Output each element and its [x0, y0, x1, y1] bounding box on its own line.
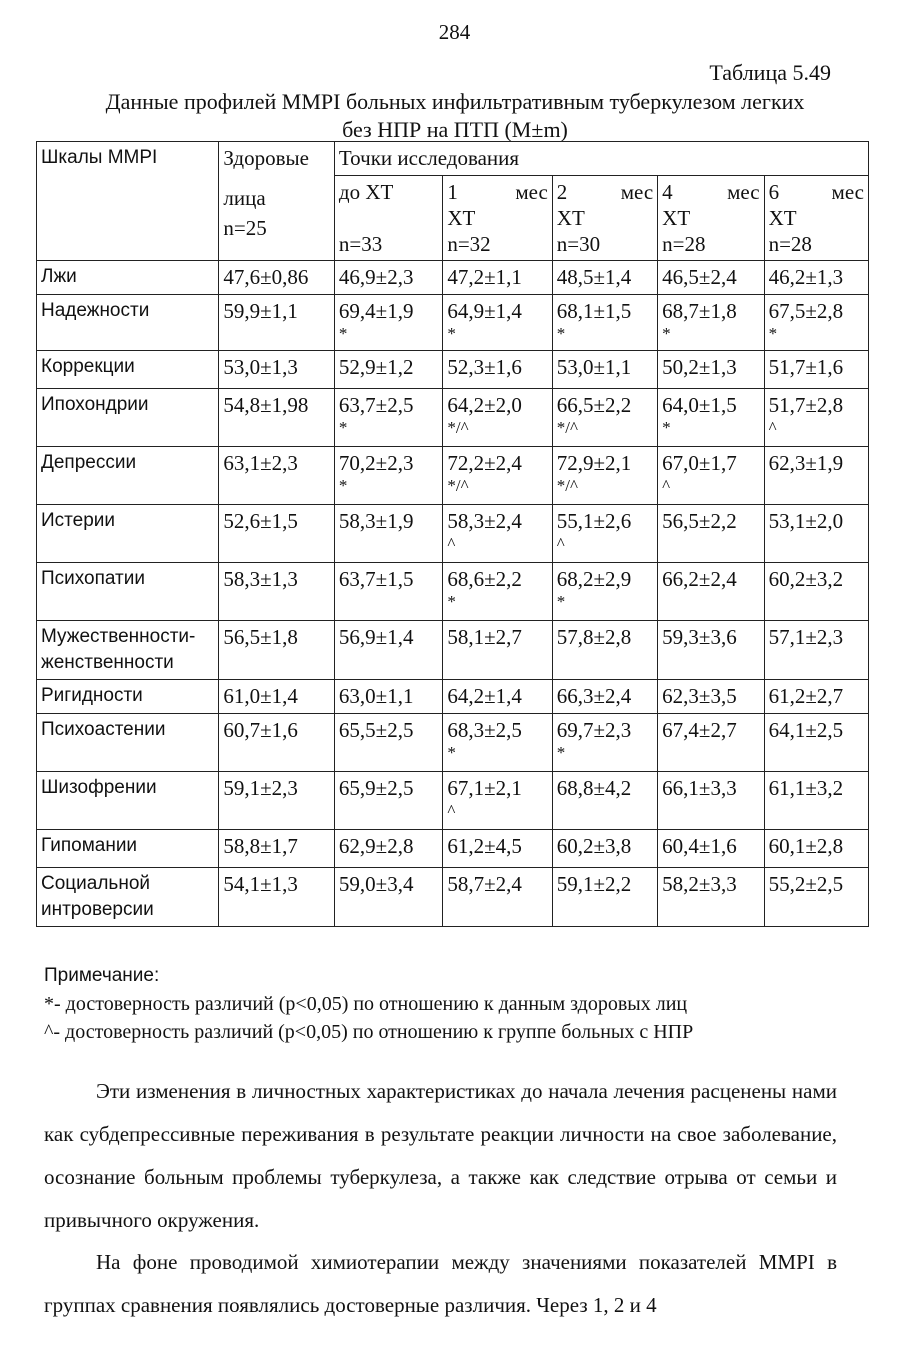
header-point-4	[764, 176, 868, 261]
value-cell	[552, 772, 657, 830]
header-point-therapy: ХТ	[556, 206, 585, 230]
value-cell	[764, 868, 868, 927]
value: 59,3±3,6	[662, 625, 737, 649]
header-point-label: 1	[447, 180, 458, 204]
healthy-value: 58,3±1,3	[223, 567, 298, 591]
scale-name-cell	[37, 680, 219, 714]
value: 56,9±1,4	[338, 625, 414, 649]
value-cell	[658, 389, 764, 447]
healthy-value-cell	[219, 563, 335, 621]
value: 51,7±1,6	[768, 355, 844, 379]
value-cell	[334, 868, 442, 927]
value: 58,3±2,4	[447, 509, 522, 533]
healthy-value: 54,8±1,98	[223, 393, 309, 417]
value: 67,5±2,8	[768, 299, 844, 323]
scale-name-cell	[37, 714, 219, 772]
value: 69,7±2,3	[556, 718, 632, 742]
value-cell	[658, 680, 764, 714]
value: 62,9±2,8	[338, 834, 414, 858]
value-cell	[334, 505, 442, 563]
value-cell	[764, 295, 868, 351]
header-point-2	[552, 176, 657, 261]
scale-name: Истерии	[41, 510, 116, 531]
significance-mark: *	[768, 324, 778, 343]
value-cell	[443, 295, 552, 351]
value: 58,3±1,9	[338, 509, 414, 533]
value: 58,1±2,7	[447, 625, 522, 649]
value: 68,2±2,9	[556, 567, 632, 591]
value-cell	[334, 830, 442, 868]
value-cell	[552, 447, 657, 505]
table-row	[37, 868, 869, 927]
header-point-label: 2	[556, 180, 568, 204]
value-cell	[334, 447, 442, 505]
note-caret: ^- достоверность различий (p<0,05) по отношению к группе больных с НПР	[44, 1021, 694, 1043]
scale-name: Гипомании	[41, 835, 138, 856]
scale-name-cell	[37, 830, 219, 868]
value: 63,0±1,1	[338, 684, 414, 708]
header-point-therapy: ХТ	[768, 206, 797, 230]
header-point-1	[443, 176, 552, 261]
value: 52,3±1,6	[447, 355, 522, 379]
value: 61,1±3,2	[768, 776, 844, 800]
significance-mark: */^	[447, 476, 469, 495]
value: 64,2±1,4	[447, 684, 522, 708]
table-row	[37, 295, 869, 351]
value-cell	[552, 830, 657, 868]
scale-name-cell	[37, 261, 219, 295]
value-cell	[552, 868, 657, 927]
significance-mark: *	[556, 592, 566, 611]
value: 62,3±3,5	[662, 684, 737, 708]
table-body	[37, 261, 869, 927]
header-point-top	[557, 179, 653, 205]
table-row	[37, 505, 869, 563]
value-cell	[334, 351, 442, 389]
value-cell	[334, 261, 442, 295]
value: 66,2±2,4	[662, 567, 737, 591]
significance-mark: */^	[447, 418, 469, 437]
header-point-therapy: ХТ	[662, 206, 691, 230]
value-cell	[764, 563, 868, 621]
value: 56,5±2,2	[662, 509, 737, 533]
value: 62,3±1,9	[768, 451, 844, 475]
value: 61,2±4,5	[447, 834, 522, 858]
scale-name: Ригидности	[41, 685, 143, 706]
header-point-label: 4	[662, 180, 673, 204]
value: 59,0±3,4	[338, 872, 414, 896]
value-cell	[443, 447, 552, 505]
value-cell	[443, 389, 552, 447]
scale-name-cell	[37, 351, 219, 389]
value-cell	[552, 295, 657, 351]
table-notes	[44, 962, 874, 1046]
value-cell	[658, 563, 764, 621]
header-point-therapy	[339, 205, 438, 231]
header-healthy-line2: лица	[223, 186, 266, 210]
scale-name: Психопатии	[41, 568, 145, 589]
value-cell	[443, 261, 552, 295]
value: 60,1±2,8	[768, 834, 844, 858]
header-points	[334, 142, 868, 176]
value: 69,4±1,9	[338, 299, 414, 323]
healthy-value: 60,7±1,6	[223, 718, 298, 742]
header-point-top	[662, 179, 759, 205]
value-cell	[764, 621, 868, 680]
scale-name: Мужественности-женственности	[41, 626, 196, 673]
header-point-unit: мес	[727, 180, 760, 204]
value: 51,7±2,8	[768, 393, 844, 417]
value: 68,8±4,2	[556, 776, 632, 800]
value-cell	[552, 261, 657, 295]
table-caption	[40, 88, 870, 144]
scale-name-cell	[37, 563, 219, 621]
scale-name-cell	[37, 505, 219, 563]
healthy-value-cell	[219, 505, 335, 563]
value: 60,2±3,8	[556, 834, 632, 858]
value: 63,7±1,5	[338, 567, 414, 591]
header-point-label: до ХТ	[338, 180, 394, 204]
value-cell	[764, 830, 868, 868]
value-cell	[443, 868, 552, 927]
value-cell	[334, 714, 442, 772]
value: 65,9±2,5	[338, 776, 414, 800]
value: 52,9±1,2	[338, 355, 414, 379]
value: 72,9±2,1	[556, 451, 632, 475]
value: 48,5±1,4	[556, 265, 632, 289]
value: 64,2±2,0	[447, 393, 522, 417]
value-cell	[658, 261, 764, 295]
significance-mark: ^	[662, 476, 671, 495]
healthy-value: 59,1±2,3	[223, 776, 298, 800]
value-cell	[764, 389, 868, 447]
significance-mark: *	[556, 324, 566, 343]
header-point-n: n=33	[338, 232, 383, 256]
value: 66,1±3,3	[662, 776, 737, 800]
value: 68,7±1,8	[662, 299, 737, 323]
value-cell	[334, 295, 442, 351]
scale-name-cell	[37, 447, 219, 505]
scale-name: Социальной интроверсии	[41, 873, 154, 920]
header-healthy-n: n=25	[223, 216, 267, 240]
value: 66,5±2,2	[556, 393, 632, 417]
value: 64,9±1,4	[447, 299, 522, 323]
notes-header: Примечание:	[44, 965, 160, 986]
value: 64,1±2,5	[768, 718, 844, 742]
healthy-value-cell	[219, 772, 335, 830]
healthy-value: 52,6±1,5	[223, 509, 298, 533]
header-point-n: n=28	[768, 232, 812, 256]
significance-mark: *	[447, 324, 456, 343]
mmpi-table	[36, 141, 869, 927]
value-cell	[764, 505, 868, 563]
value-cell	[443, 563, 552, 621]
value: 58,2±3,3	[662, 872, 737, 896]
header-point-unit: мес	[831, 180, 864, 204]
header-point-unit: мес	[620, 180, 654, 204]
healthy-value: 59,9±1,1	[223, 299, 298, 323]
table-row	[37, 389, 869, 447]
value-cell	[658, 621, 764, 680]
value-cell	[764, 714, 868, 772]
value-cell	[764, 261, 868, 295]
healthy-value-cell	[219, 680, 335, 714]
value-cell	[764, 772, 868, 830]
scale-name: Коррекции	[41, 356, 135, 377]
healthy-value-cell	[219, 295, 335, 351]
value-cell	[658, 447, 764, 505]
scale-name: Лжи	[41, 266, 77, 287]
value-cell	[552, 351, 657, 389]
value: 57,1±2,3	[768, 625, 844, 649]
value: 67,0±1,7	[662, 451, 737, 475]
header-point-top	[769, 179, 864, 205]
table-row	[37, 621, 869, 680]
value-cell	[658, 772, 764, 830]
value-cell	[334, 621, 442, 680]
value-cell	[658, 830, 764, 868]
table-row	[37, 680, 869, 714]
value: 66,3±2,4	[556, 684, 632, 708]
value-cell	[764, 680, 868, 714]
scale-name-cell	[37, 868, 219, 927]
value: 53,1±2,0	[768, 509, 844, 533]
value: 60,4±1,6	[662, 834, 737, 858]
scale-name: Надежности	[41, 300, 150, 321]
healthy-value: 54,1±1,3	[223, 872, 298, 896]
table-row	[37, 714, 869, 772]
healthy-value: 53,0±1,3	[223, 355, 298, 379]
header-point-unit: мес	[515, 180, 548, 204]
header-point-top	[447, 179, 547, 205]
value: 65,5±2,5	[338, 718, 414, 742]
value-cell	[658, 351, 764, 389]
significance-mark: */^	[556, 418, 578, 437]
table-row	[37, 261, 869, 295]
caption-line-2: без НПР на ПТП (M±m)	[342, 117, 568, 142]
scale-name: Ипохондрии	[41, 394, 149, 415]
value: 70,2±2,3	[338, 451, 414, 475]
value: 60,2±3,2	[768, 567, 844, 591]
value-cell	[334, 563, 442, 621]
value-cell	[552, 389, 657, 447]
healthy-value-cell	[219, 447, 335, 505]
header-point-therapy: ХТ	[447, 206, 476, 230]
header-point-n: n=28	[662, 232, 706, 256]
table-label: Таблица 5.49	[709, 60, 831, 85]
value: 47,2±1,1	[447, 265, 522, 289]
healthy-value: 63,1±2,3	[223, 451, 298, 475]
scale-name: Психоастении	[41, 719, 166, 740]
value-cell	[658, 295, 764, 351]
value-cell	[552, 714, 657, 772]
table-row	[37, 563, 869, 621]
value: 59,1±2,2	[556, 872, 632, 896]
healthy-value: 56,5±1,8	[223, 625, 298, 649]
significance-mark: *	[338, 476, 348, 495]
scale-name-cell	[37, 295, 219, 351]
value-cell	[443, 680, 552, 714]
value: 64,0±1,5	[662, 393, 737, 417]
value-cell	[552, 563, 657, 621]
note-star: *- достоверность различий (p<0,05) по отношению к данным здоровых лиц	[44, 993, 688, 1015]
value: 72,2±2,4	[447, 451, 522, 475]
header-scales-label: Шкалы MMPI	[41, 147, 158, 168]
significance-mark: */^	[556, 476, 578, 495]
significance-mark: *	[338, 324, 348, 343]
scale-name: Депрессии	[41, 452, 137, 473]
value: 46,9±2,3	[338, 265, 414, 289]
scale-name-cell	[37, 621, 219, 680]
header-point-top	[339, 179, 438, 205]
header-healthy-line1: Здоровые	[223, 146, 309, 170]
significance-mark: *	[338, 418, 348, 437]
table-row	[37, 447, 869, 505]
significance-mark: *	[556, 743, 566, 762]
value: 46,2±1,3	[768, 265, 844, 289]
value-cell	[552, 680, 657, 714]
value: 50,2±1,3	[662, 355, 737, 379]
value-cell	[334, 389, 442, 447]
value: 63,7±2,5	[338, 393, 414, 417]
significance-mark: ^	[447, 534, 456, 553]
header-point-0	[334, 176, 442, 261]
value: 55,1±2,6	[556, 509, 632, 533]
healthy-value: 58,8±1,7	[223, 834, 298, 858]
table-header-row	[37, 142, 869, 176]
value: 68,6±2,2	[447, 567, 522, 591]
page-number: 284	[438, 20, 471, 44]
header-healthy	[219, 142, 335, 261]
value-cell	[443, 621, 552, 680]
table-row	[37, 830, 869, 868]
header-point-3	[658, 176, 764, 261]
significance-mark: *	[662, 418, 671, 437]
scale-name-cell	[37, 772, 219, 830]
value: 46,5±2,4	[662, 265, 737, 289]
value-cell	[443, 830, 552, 868]
value-cell	[764, 447, 868, 505]
value: 67,1±2,1	[447, 776, 522, 800]
header-scales	[37, 142, 219, 261]
body-paragraph-1: Эти изменения в личностных характеристиках до начала лечения расценены нами как субдепрессивные переживания в результате реакции личности на свое заболевание, осознание больным проблемы туберкулеза, а также как следствие отрыва от семьи и привычного окружения.	[44, 1079, 837, 1232]
healthy-value: 47,6±0,86	[223, 265, 309, 289]
value-cell	[443, 351, 552, 389]
value-cell	[334, 772, 442, 830]
healthy-value-cell	[219, 621, 335, 680]
healthy-value-cell	[219, 389, 335, 447]
value-cell	[443, 505, 552, 563]
value-cell	[552, 505, 657, 563]
healthy-value: 61,0±1,4	[223, 684, 298, 708]
table-row	[37, 351, 869, 389]
header-point-n: n=30	[556, 232, 601, 256]
value: 61,2±2,7	[768, 684, 844, 708]
value: 68,1±1,5	[556, 299, 632, 323]
body-paragraph-2: На фоне проводимой химиотерапии между значениями показателей MMPI в группах сравнения появлялись достоверные различия. Через 1, 2 и 4	[44, 1250, 837, 1317]
value-cell	[443, 772, 552, 830]
scale-name-cell	[37, 389, 219, 447]
value-cell	[443, 714, 552, 772]
value: 67,4±2,7	[662, 718, 737, 742]
healthy-value-cell	[219, 868, 335, 927]
significance-mark: *	[447, 592, 456, 611]
value: 57,8±2,8	[556, 625, 632, 649]
significance-mark: *	[662, 324, 671, 343]
significance-mark: ^	[768, 418, 777, 437]
value: 68,3±2,5	[447, 718, 522, 742]
header-points-label: Точки исследования	[338, 146, 520, 170]
value-cell	[552, 621, 657, 680]
table-row	[37, 772, 869, 830]
value-cell	[658, 505, 764, 563]
value-cell	[334, 680, 442, 714]
value: 58,7±2,4	[447, 872, 522, 896]
significance-mark: *	[447, 743, 456, 762]
value-cell	[658, 868, 764, 927]
value: 53,0±1,1	[556, 355, 632, 379]
significance-mark: ^	[447, 801, 456, 820]
caption-line-1: Данные профилей MMPI больных инфильтративным туберкулезом легких	[105, 89, 805, 114]
healthy-value-cell	[219, 351, 335, 389]
significance-mark: ^	[556, 534, 565, 553]
value-cell	[764, 351, 868, 389]
scale-name: Шизофрении	[41, 777, 157, 798]
value: 55,2±2,5	[768, 872, 844, 896]
healthy-value-cell	[219, 830, 335, 868]
header-point-label: 6	[768, 180, 780, 204]
healthy-value-cell	[219, 714, 335, 772]
value-cell	[658, 714, 764, 772]
header-point-n: n=32	[447, 232, 491, 256]
healthy-value-cell	[219, 261, 335, 295]
